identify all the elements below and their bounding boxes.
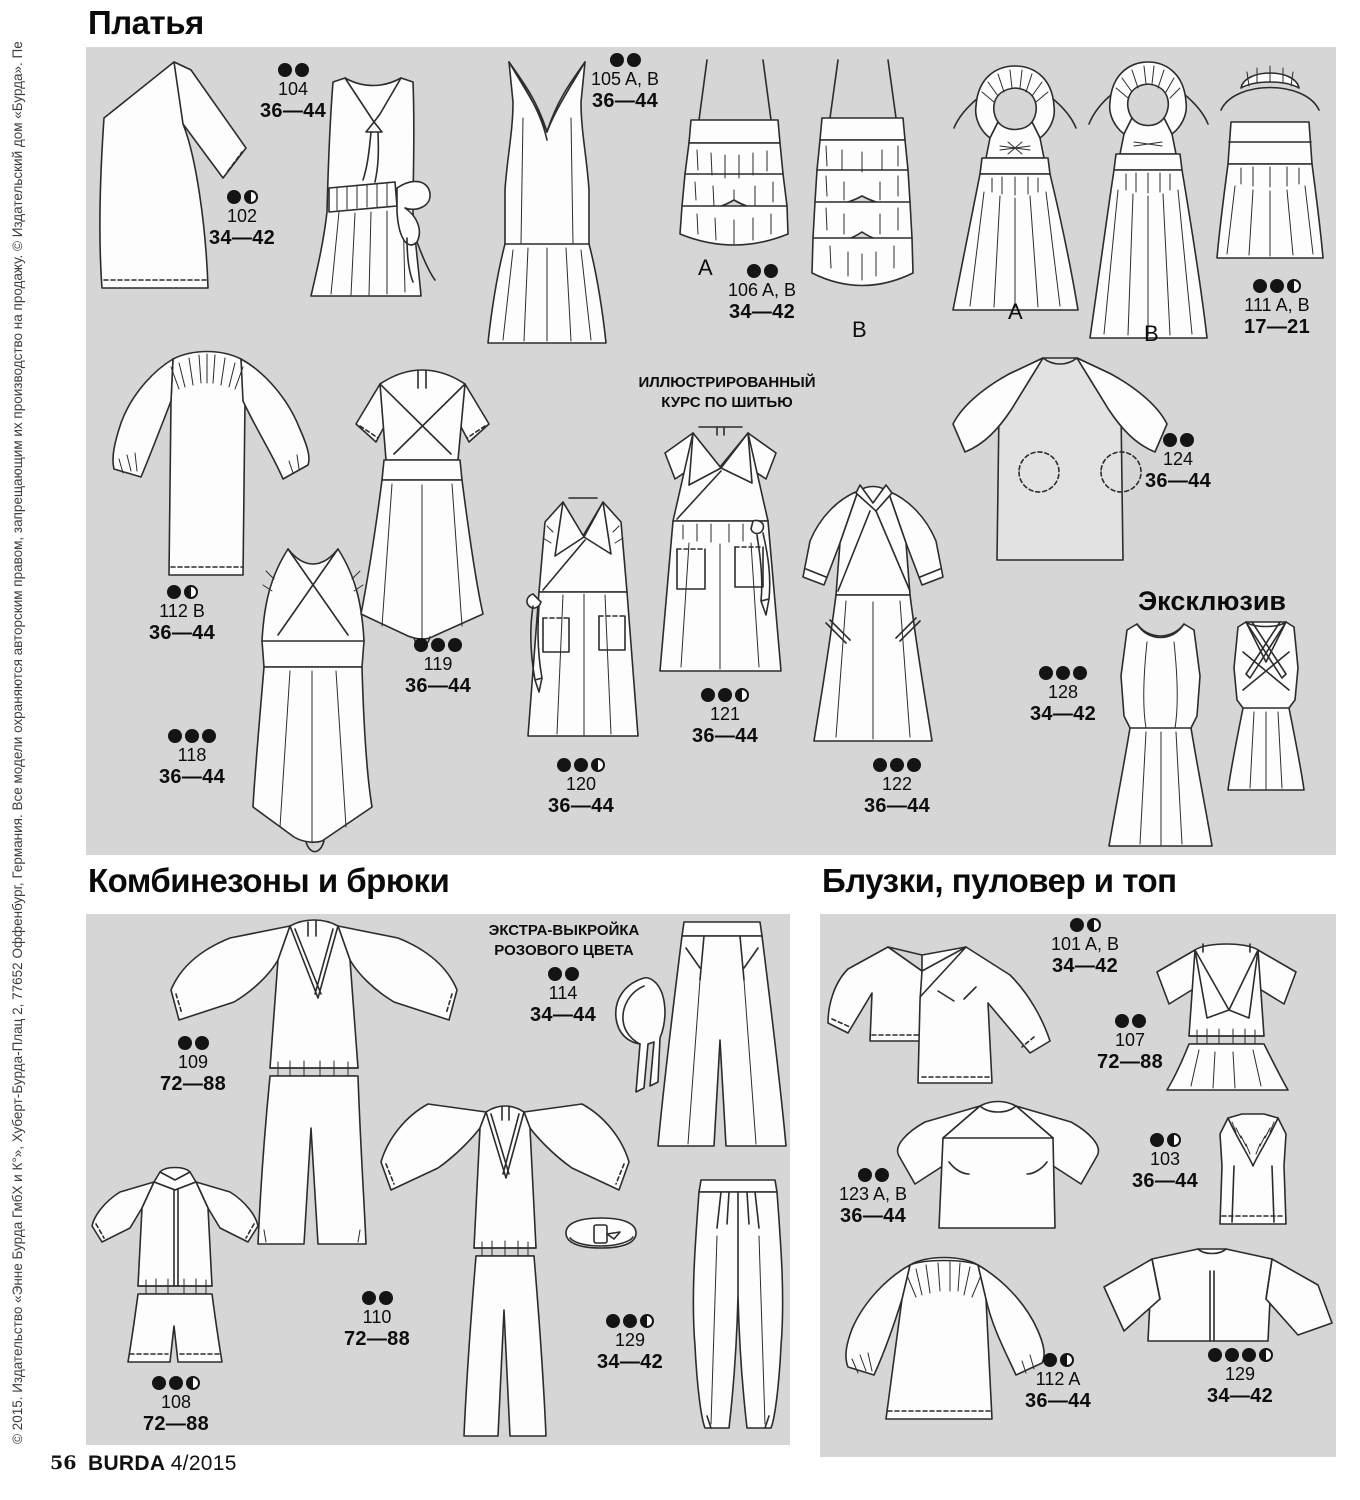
difficulty-dots xyxy=(344,1290,410,1306)
sidebar-copyright-text: © 2015. Издательство «Энне Бурда ГмбХ и К°», Хуберт-Бурда-Плац 2, 77652 Оффенбург, Германия. Все модели охраняются авторским правом, запрещающим их производство на продажу. © Издательский дом «Бурда». Пе xyxy=(10,41,25,1444)
dress-120-sketch xyxy=(523,496,643,748)
section-title-dresses: Платья xyxy=(88,4,204,41)
difficulty-dot-full xyxy=(278,63,292,77)
blouse-107-sketch xyxy=(1143,938,1310,1100)
pattern-label-124 xyxy=(1145,432,1211,493)
dress-111-headband-strapless-sketch xyxy=(1215,58,1325,270)
difficulty-dot-half xyxy=(1259,1348,1273,1362)
dress-119-sketch xyxy=(350,366,495,636)
camisole-106B-sketch xyxy=(810,58,915,313)
pullover-123-sketch xyxy=(883,1098,1113,1235)
pattern-label-112B xyxy=(149,584,215,645)
pattern-label-105 xyxy=(591,52,659,113)
tops-101-sketch xyxy=(826,931,1056,1091)
pattern-sizes: 34—42 xyxy=(597,1350,663,1373)
pattern-sizes: 36—44 xyxy=(840,1204,906,1227)
difficulty-dot-full xyxy=(701,688,715,702)
difficulty-dots xyxy=(209,189,275,205)
pattern-sizes: 72—88 xyxy=(143,1412,209,1435)
pattern-number: 120 xyxy=(565,774,597,794)
pattern-number: 129 xyxy=(1224,1364,1256,1384)
dress-111A-sketch xyxy=(948,62,1083,327)
wide-pants-114-sketch xyxy=(656,918,790,1152)
dress-111B-sketch xyxy=(1086,58,1211,353)
variant-letter-111b: B xyxy=(1144,321,1159,346)
pattern-number: 121 xyxy=(709,704,741,724)
pattern-number: 122 xyxy=(881,774,913,794)
difficulty-dot-half xyxy=(244,190,258,204)
difficulty-dots xyxy=(591,52,659,68)
pattern-label-102 xyxy=(209,189,275,250)
pattern-number: 118 xyxy=(177,745,207,765)
difficulty-dot-full xyxy=(1132,1014,1146,1028)
pattern-sizes: 36—44 xyxy=(1145,469,1211,492)
pattern-number: 119 xyxy=(423,654,453,674)
difficulty-dot-full xyxy=(574,758,588,772)
exclusive-heading: Эксклюзив xyxy=(1137,586,1287,616)
difficulty-dot-full xyxy=(890,758,904,772)
difficulty-dot-full xyxy=(875,1168,889,1182)
difficulty-dot-half xyxy=(184,585,198,599)
difficulty-dot-half xyxy=(1287,279,1301,293)
pattern-label-104 xyxy=(260,62,326,123)
pattern-sizes: 36—44 xyxy=(864,794,930,817)
difficulty-dots xyxy=(143,1375,209,1391)
sewing-course-line1: ИЛЛЮСТРИРОВАННЫЙ xyxy=(638,374,816,391)
difficulty-dot-full xyxy=(152,1376,166,1390)
difficulty-dot-full xyxy=(1208,1348,1222,1362)
difficulty-dot-full xyxy=(195,1036,209,1050)
difficulty-dot-half xyxy=(1087,918,1101,932)
tapered-pants-129-sketch xyxy=(681,1176,797,1436)
pattern-number: 105 A, B xyxy=(590,69,660,89)
difficulty-dot-full xyxy=(168,729,182,743)
difficulty-dot-full xyxy=(1115,1014,1129,1028)
pattern-sizes: 34—42 xyxy=(1052,954,1118,977)
pattern-sizes: 34—42 xyxy=(1030,702,1096,725)
pattern-label-123 xyxy=(839,1167,907,1228)
section-title-blouses: Блузки, пуловер и топ xyxy=(822,862,1177,899)
pattern-number: 123 A, B xyxy=(838,1184,908,1204)
pattern-label-107 xyxy=(1097,1013,1163,1074)
difficulty-dot-full xyxy=(227,190,241,204)
difficulty-dot-full xyxy=(1056,666,1070,680)
difficulty-dots xyxy=(839,1167,907,1183)
pattern-number: 104 xyxy=(277,79,309,99)
pattern-number: 128 xyxy=(1047,682,1079,702)
pattern-sizes: 36—44 xyxy=(692,724,758,747)
difficulty-dots xyxy=(530,966,596,982)
difficulty-dots xyxy=(1051,917,1119,933)
pattern-number: 114 xyxy=(548,983,578,1003)
difficulty-dots xyxy=(1025,1352,1091,1368)
pattern-sizes: 36—44 xyxy=(592,89,658,112)
pattern-number: 124 xyxy=(1162,449,1194,469)
pattern-label-118 xyxy=(159,728,225,789)
pattern-label-129-pants xyxy=(597,1313,663,1374)
pattern-label-122 xyxy=(864,757,930,818)
extra-pattern-note xyxy=(489,921,640,960)
pattern-sizes: 36—44 xyxy=(149,621,215,644)
section-title-jumpsuits: Комбинезоны и брюки xyxy=(88,862,450,899)
pattern-label-114 xyxy=(530,966,596,1027)
difficulty-dot-half xyxy=(1167,1133,1181,1147)
tank-103-sketch xyxy=(1208,1110,1300,1232)
pattern-number: 107 xyxy=(1114,1030,1146,1050)
difficulty-dots xyxy=(159,728,225,744)
pattern-number: 129 xyxy=(614,1330,646,1350)
pattern-sizes: 36—44 xyxy=(1132,1169,1198,1192)
difficulty-dots xyxy=(692,687,758,703)
page-number: 56 xyxy=(50,1452,77,1474)
pattern-sizes: 72—88 xyxy=(344,1327,410,1350)
pattern-label-129-blouse xyxy=(1207,1347,1273,1408)
difficulty-dots xyxy=(864,757,930,773)
pattern-number: 108 xyxy=(160,1392,192,1412)
difficulty-dot-full xyxy=(1039,666,1053,680)
difficulty-dot-full xyxy=(185,729,199,743)
playsuit-108-sketch xyxy=(90,1164,260,1372)
variant-letter-106b: B xyxy=(852,317,867,342)
difficulty-dot-full xyxy=(557,758,571,772)
pattern-label-111 xyxy=(1244,278,1310,339)
difficulty-dot-half xyxy=(640,1314,654,1328)
difficulty-dots xyxy=(548,757,614,773)
difficulty-dot-full xyxy=(295,63,309,77)
pattern-label-112A xyxy=(1025,1352,1091,1413)
pattern-number: 103 xyxy=(1149,1149,1181,1169)
pattern-sizes: 34—42 xyxy=(1207,1384,1273,1407)
difficulty-dot-full xyxy=(1163,433,1177,447)
dress-122-sketch xyxy=(798,481,948,755)
camisole-106A-sketch xyxy=(677,58,792,248)
difficulty-dots xyxy=(1132,1132,1198,1148)
difficulty-dots xyxy=(260,62,326,78)
difficulty-dot-full xyxy=(169,1376,183,1390)
pattern-sizes: 36—44 xyxy=(548,794,614,817)
pattern-sizes: 34—44 xyxy=(530,1003,596,1026)
extra-pattern-line2: РОЗОВОГО ЦВЕТА xyxy=(494,941,634,959)
difficulty-dot-full xyxy=(1070,918,1084,932)
pattern-label-109 xyxy=(160,1035,226,1096)
pattern-number: 106 A, B xyxy=(727,280,797,300)
difficulty-dot-full xyxy=(747,264,761,278)
pattern-sizes: 72—88 xyxy=(160,1072,226,1095)
pattern-label-121 xyxy=(692,687,758,748)
difficulty-dots xyxy=(1145,432,1211,448)
issue-number: 4/2015 xyxy=(170,1452,237,1475)
pattern-number: 112 A xyxy=(1035,1369,1081,1389)
pattern-label-108 xyxy=(143,1375,209,1436)
magazine-name: BURDA xyxy=(88,1452,165,1475)
difficulty-dot-full xyxy=(718,688,732,702)
difficulty-dots xyxy=(1030,665,1096,681)
pattern-number: 110 xyxy=(362,1307,392,1327)
belt-129-sketch xyxy=(560,1214,642,1252)
difficulty-dot-full xyxy=(1150,1133,1164,1147)
difficulty-dot-full xyxy=(627,53,641,67)
difficulty-dot-full xyxy=(1180,433,1194,447)
difficulty-dot-full xyxy=(548,967,562,981)
dress-124-sketch xyxy=(945,348,1175,580)
magazine-issue xyxy=(88,1452,237,1476)
difficulty-dot-full xyxy=(764,264,778,278)
difficulty-dot-full xyxy=(1225,1348,1239,1362)
pattern-number: 109 xyxy=(177,1052,209,1072)
pattern-label-106 xyxy=(728,263,796,324)
pattern-number: 102 xyxy=(226,206,258,226)
difficulty-dot-full xyxy=(1253,279,1267,293)
pattern-number: 101 A, B xyxy=(1050,934,1120,954)
difficulty-dots xyxy=(405,637,471,653)
difficulty-dots xyxy=(1097,1013,1163,1029)
difficulty-dot-full xyxy=(379,1291,393,1305)
dress-102-sketch xyxy=(95,58,250,305)
difficulty-dot-full xyxy=(202,729,216,743)
difficulty-dot-full xyxy=(167,585,181,599)
pattern-label-103 xyxy=(1132,1132,1198,1193)
difficulty-dot-full xyxy=(858,1168,872,1182)
pattern-sizes: 36—44 xyxy=(260,99,326,122)
difficulty-dot-full xyxy=(1043,1353,1057,1367)
pattern-sizes: 17—21 xyxy=(1244,315,1310,338)
difficulty-dots xyxy=(160,1035,226,1051)
pullover-129-sketch xyxy=(1086,1241,1334,1347)
difficulty-dot-half xyxy=(735,688,749,702)
pattern-sizes: 34—42 xyxy=(729,300,795,323)
difficulty-dots xyxy=(1207,1347,1273,1363)
dress-128-front-sketch xyxy=(1103,620,1218,854)
pattern-label-101 xyxy=(1051,917,1119,978)
difficulty-dots xyxy=(1244,278,1310,294)
variant-letter-111a: A xyxy=(1008,299,1023,324)
difficulty-dot-full xyxy=(623,1314,637,1328)
pattern-number: 112 B xyxy=(159,601,205,621)
pattern-sizes: 34—42 xyxy=(209,226,275,249)
difficulty-dot-full xyxy=(565,967,579,981)
difficulty-dots xyxy=(728,263,796,279)
variant-letter-106a: A xyxy=(698,255,713,280)
difficulty-dot-half xyxy=(186,1376,200,1390)
difficulty-dot-full xyxy=(873,758,887,772)
difficulty-dot-full xyxy=(362,1291,376,1305)
sewing-course-line2: КУРС ПО ШИТЬЮ xyxy=(661,393,793,411)
difficulty-dot-half xyxy=(591,758,605,772)
pattern-label-128 xyxy=(1030,665,1096,726)
jumpsuit-110-sketch xyxy=(378,1098,633,1442)
pattern-number: 111 A, B xyxy=(1244,295,1310,315)
pattern-label-120 xyxy=(548,757,614,818)
difficulty-dot-full xyxy=(1270,279,1284,293)
pattern-sizes: 36—44 xyxy=(405,674,471,697)
difficulty-dot-full xyxy=(606,1314,620,1328)
difficulty-dots xyxy=(597,1313,663,1329)
difficulty-dot-full xyxy=(907,758,921,772)
difficulty-dot-full xyxy=(1073,666,1087,680)
pattern-sizes: 36—44 xyxy=(159,765,225,788)
difficulty-dot-full xyxy=(448,638,462,652)
pattern-sizes: 36—44 xyxy=(1025,1389,1091,1412)
sewing-course-note xyxy=(638,373,815,412)
difficulty-dot-full xyxy=(1242,1348,1256,1362)
dress-128-back-sketch xyxy=(1220,618,1312,804)
pattern-label-119 xyxy=(405,637,471,698)
extra-pattern-line1: ЭКСТРА-ВЫКРОЙКА xyxy=(488,922,640,939)
dress-121-sketch xyxy=(653,421,788,685)
pattern-sizes: 72—88 xyxy=(1097,1050,1163,1073)
difficulty-dot-full xyxy=(178,1036,192,1050)
difficulty-dot-full xyxy=(414,638,428,652)
difficulty-dot-half xyxy=(1060,1353,1074,1367)
pattern-label-110 xyxy=(344,1290,410,1351)
difficulty-dot-full xyxy=(610,53,624,67)
difficulty-dot-full xyxy=(431,638,445,652)
difficulty-dots xyxy=(149,584,215,600)
